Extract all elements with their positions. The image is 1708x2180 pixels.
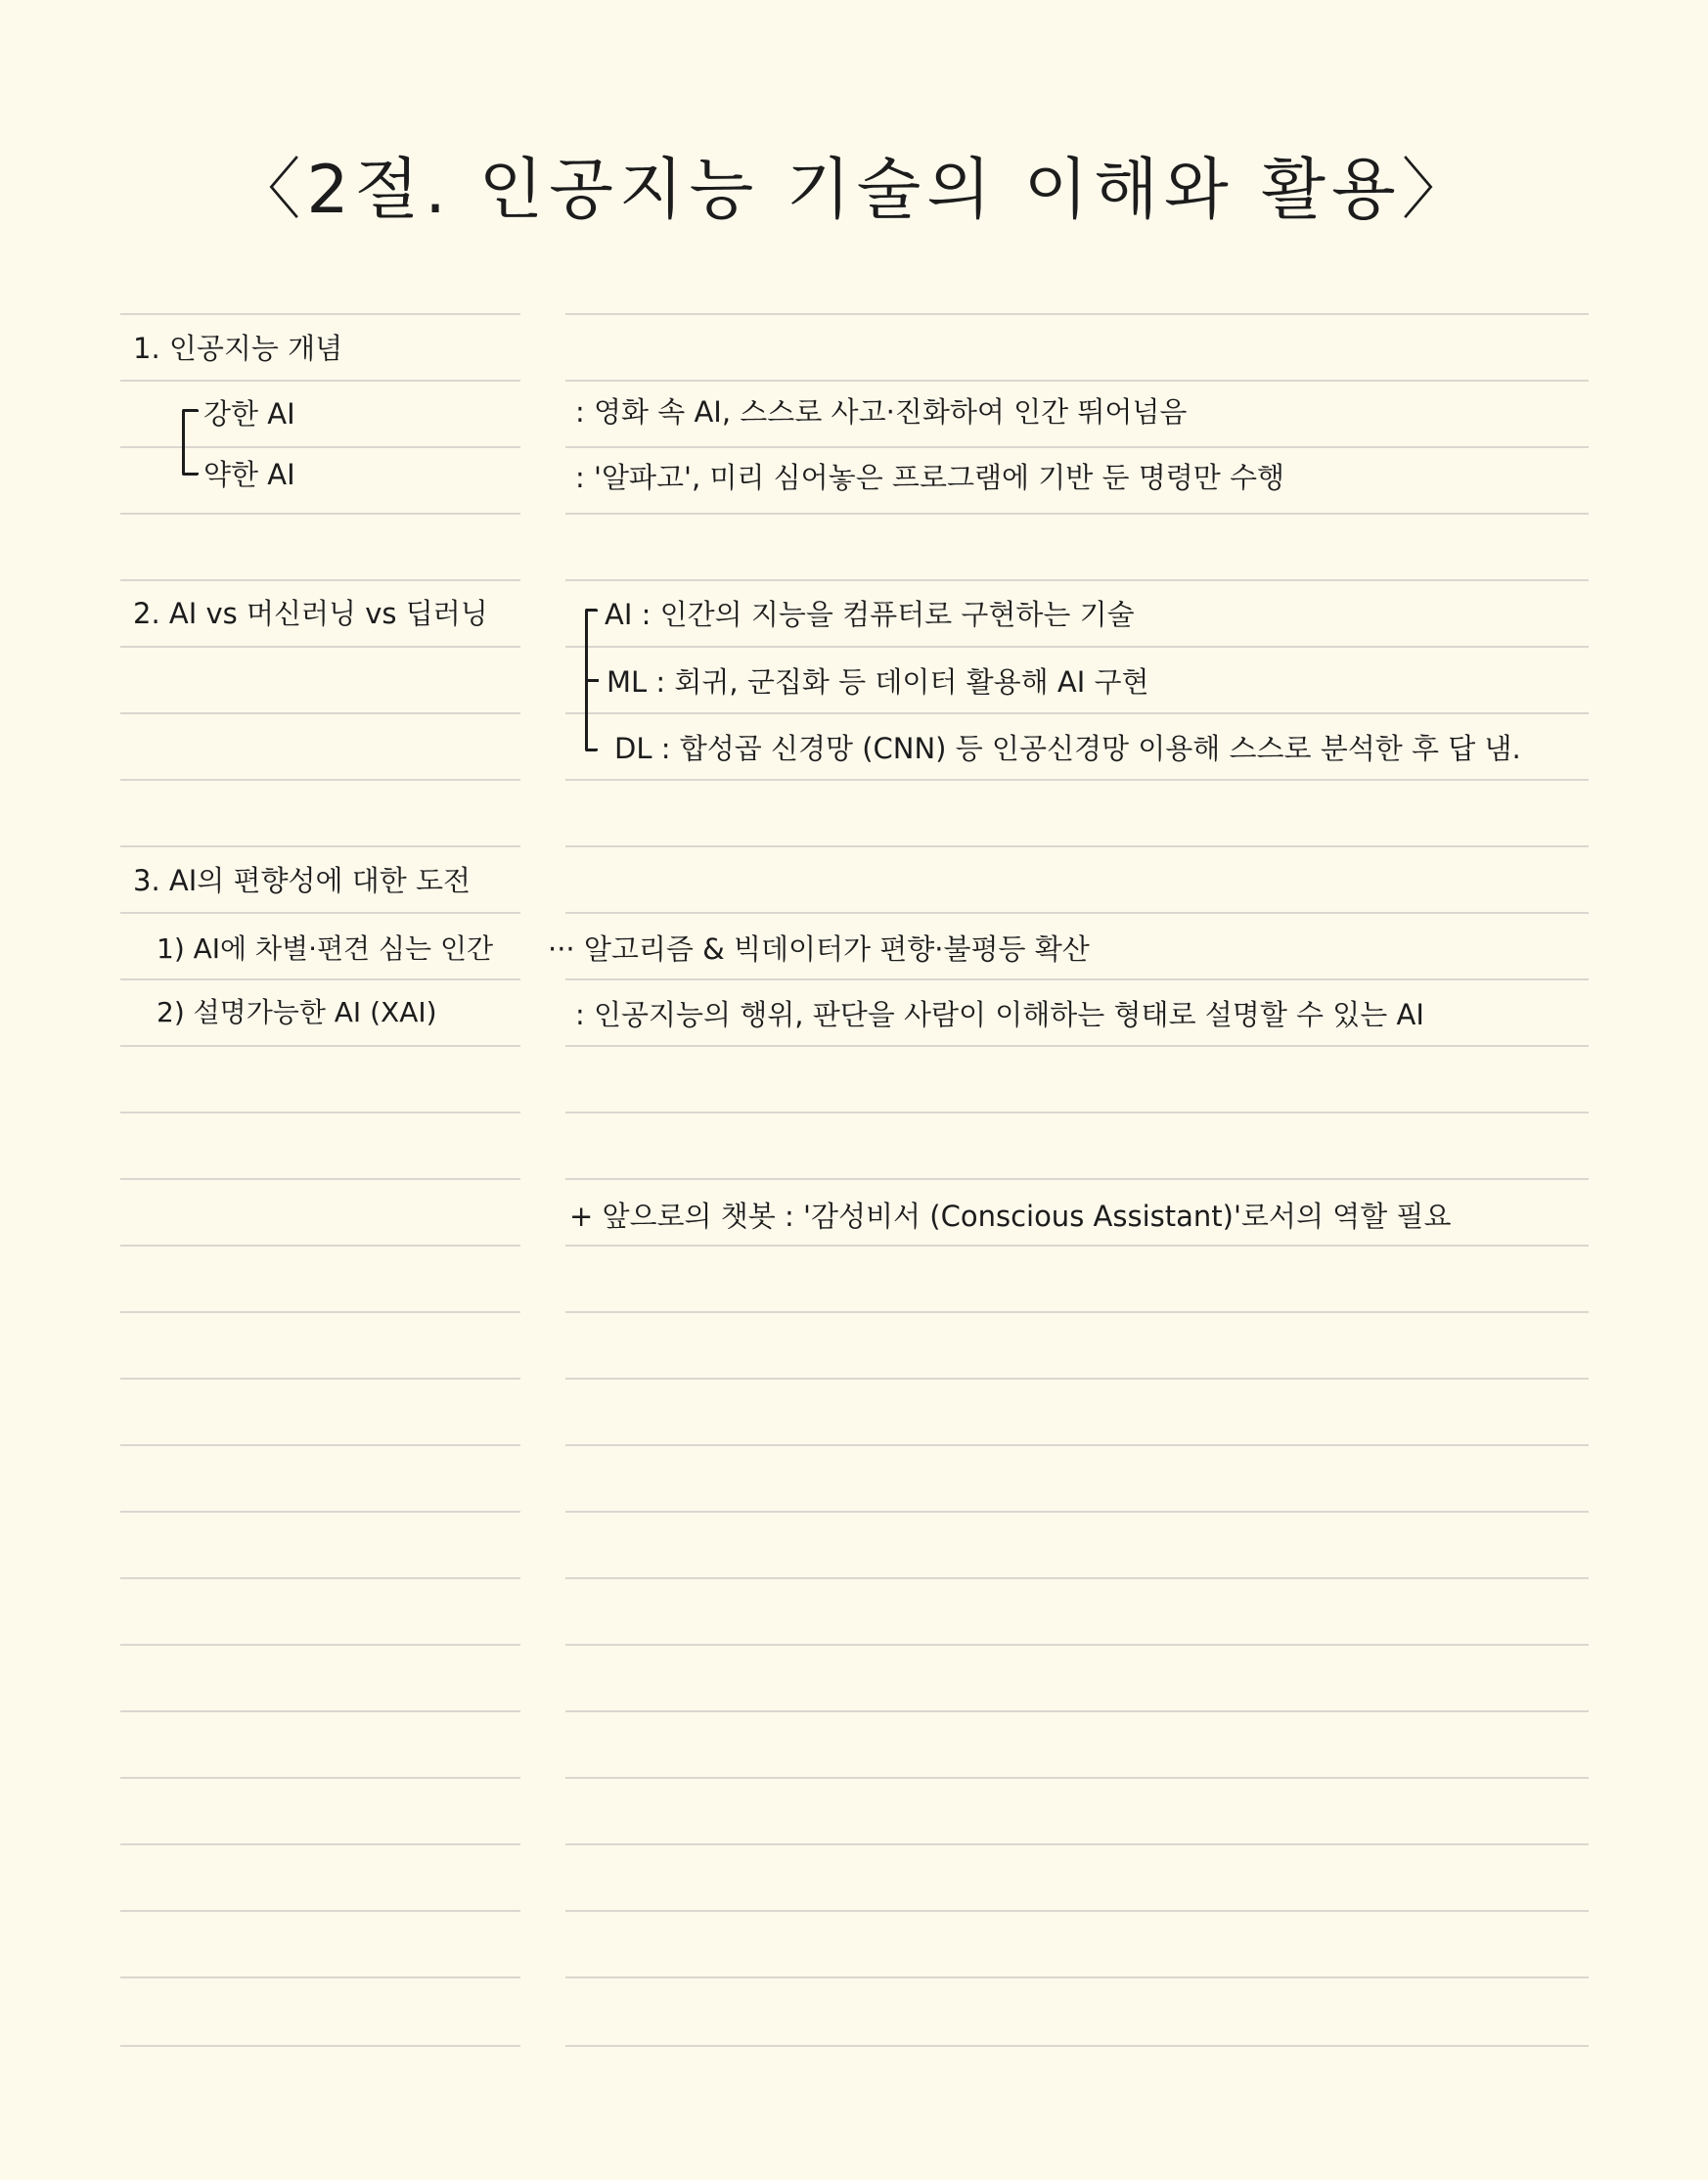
section-1-bracket: [182, 409, 199, 476]
rule-line: [120, 1245, 520, 1247]
rule-line: [120, 845, 520, 847]
strong-ai-description: : 영화 속 AI, 스스로 사고·진화하여 인간 뛰어넘음: [575, 395, 1188, 429]
section-1-heading: 1. 인공지능 개념: [133, 332, 343, 365]
ai-definition: AI : 인간의 지능을 컴퓨터로 구현하는 기술: [605, 598, 1135, 631]
rule-line: [120, 1976, 520, 1978]
rule-line: [565, 646, 1589, 648]
rule-line: [120, 579, 520, 581]
rule-line: [565, 1644, 1589, 1646]
rule-line: [120, 1511, 520, 1513]
rule-line: [120, 1710, 520, 1712]
rule-line: [565, 1976, 1589, 1978]
rule-line: [565, 712, 1589, 714]
ml-definition: ML : 회귀, 군집화 등 데이터 활용해 AI 구현: [607, 665, 1149, 699]
rule-line: [565, 1311, 1589, 1313]
rule-line: [565, 313, 1589, 315]
bias-item-2-description: : 인공지능의 행위, 판단을 사람이 이해하는 형태로 설명할 수 있는 AI: [575, 998, 1424, 1031]
section-2-bracket-tick: [585, 679, 599, 682]
rule-line: [120, 646, 520, 648]
section-3-heading: 3. AI의 편향성에 대한 도전: [133, 864, 472, 897]
rule-line: [565, 1045, 1589, 1047]
bias-item-2-label: 2) 설명가능한 AI (XAI): [157, 996, 437, 1028]
weak-ai-label: 약한 AI: [203, 458, 295, 491]
rule-line: [565, 1245, 1589, 1247]
rule-line: [120, 1644, 520, 1646]
rule-line: [120, 912, 520, 914]
rule-line: [120, 1577, 520, 1579]
chatbot-note: + 앞으로의 챗봇 : '감성비서 (Conscious Assistant)'로서의 역할 필요: [569, 1200, 1452, 1233]
rule-line: [565, 845, 1589, 847]
rule-line: [565, 1910, 1589, 1912]
rule-line: [565, 1511, 1589, 1513]
rule-line: [565, 579, 1589, 581]
rule-line: [565, 2045, 1589, 2047]
rule-line: [120, 712, 520, 714]
rule-line: [120, 1777, 520, 1779]
page-title: 〈2절. 인공지능 기술의 이해와 활용〉: [234, 152, 1474, 229]
section-2-heading: 2. AI vs 머신러닝 vs 딥러닝: [133, 597, 488, 630]
rule-line: [120, 1045, 520, 1047]
rule-line: [120, 1311, 520, 1313]
rule-line: [120, 1112, 520, 1113]
rule-line: [565, 1378, 1589, 1380]
rule-line: [565, 1577, 1589, 1579]
rule-line: [565, 978, 1589, 980]
rule-line: [120, 779, 520, 781]
rule-line: [120, 1178, 520, 1180]
strong-ai-label: 강한 AI: [203, 397, 295, 431]
rule-line: [120, 2045, 520, 2047]
rule-line: [565, 1178, 1589, 1180]
rule-line: [565, 446, 1589, 448]
rule-line: [120, 1843, 520, 1845]
rule-line: [120, 313, 520, 315]
rule-line: [120, 1444, 520, 1446]
rule-line: [120, 1378, 520, 1380]
rule-line: [565, 1777, 1589, 1779]
rule-line: [120, 1910, 520, 1912]
rule-line: [120, 380, 520, 382]
weak-ai-description: : '알파고', 미리 심어놓은 프로그램에 기반 둔 명령만 수행: [575, 461, 1284, 494]
rule-line: [120, 446, 520, 448]
rule-line: [565, 513, 1589, 515]
rule-line: [565, 779, 1589, 781]
rule-line: [565, 1444, 1589, 1446]
rule-line: [565, 1710, 1589, 1712]
rule-line: [120, 978, 520, 980]
rule-line: [565, 912, 1589, 914]
bias-item-1-label: 1) AI에 차별·편견 심는 인간: [157, 932, 494, 965]
rule-line: [565, 1843, 1589, 1845]
rule-line: [120, 513, 520, 515]
bias-item-1-description: ··· 알고리즘 & 빅데이터가 편향·불평등 확산: [548, 932, 1090, 966]
rule-line: [565, 380, 1589, 382]
dl-definition: DL : 합성곱 신경망 (CNN) 등 인공신경망 이용해 스스로 분석한 후 답 냄.: [614, 732, 1521, 765]
rule-line: [565, 1112, 1589, 1113]
